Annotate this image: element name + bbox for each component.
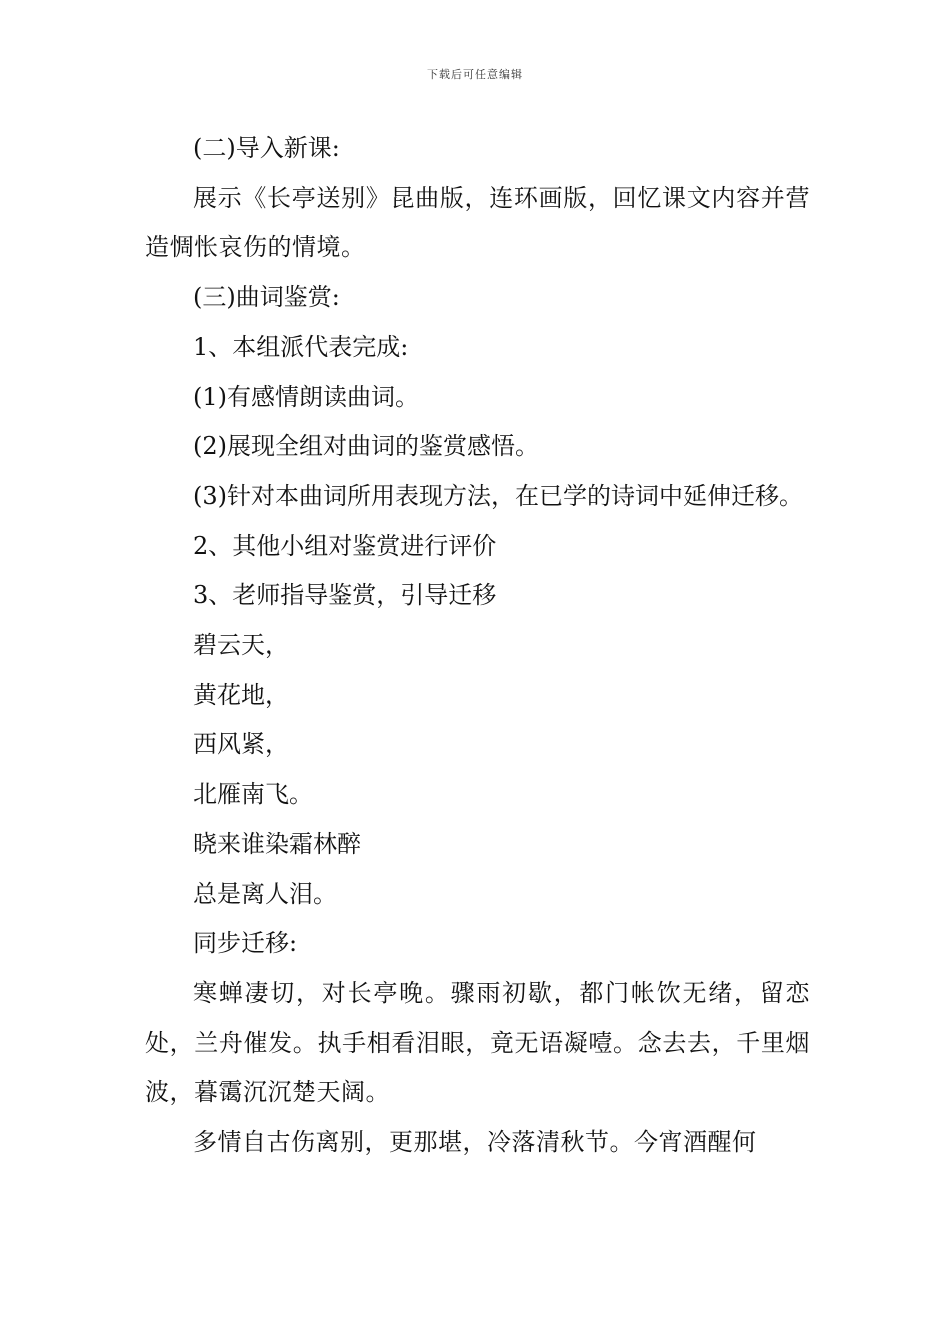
poem-line: 总是离人泪。 bbox=[193, 879, 337, 908]
poem-line: 晓来谁染霜林醉 bbox=[193, 829, 361, 858]
section-heading-appreciation: (三)曲词鉴赏: bbox=[193, 283, 340, 312]
paragraph: 展示《长亭送别》昆曲版，连环画版，回忆课文内容并营造惆怅哀伤的情境。 bbox=[145, 183, 810, 262]
poem-line: 北雁南飞。 bbox=[193, 780, 313, 809]
section-heading-intro: (二)导入新课: bbox=[193, 134, 340, 162]
poem-line: 西风紧， bbox=[193, 730, 289, 759]
poem-paragraph: 寒蝉凄切，对长亭晚。骤雨初歇，都门帐饮无绪，留恋处，兰舟催发。执手相看泪眼，竟无语凝噎。念去去，千里烟波，暮霭沉沉楚天阔。 bbox=[145, 978, 810, 1107]
list-item: (3)针对本曲词所用表现方法，在已学的诗词中延伸迁移。 bbox=[193, 481, 803, 510]
poem-line: 黄花地， bbox=[193, 680, 289, 709]
poem-line: 碧云天， bbox=[193, 631, 289, 660]
list-item: 2、其他小组对鉴赏进行评价 bbox=[193, 531, 497, 560]
document-body bbox=[145, 124, 810, 1168]
list-item: 1、本组派代表完成: bbox=[193, 332, 409, 361]
list-item: (1)有感情朗读曲词。 bbox=[193, 382, 419, 411]
subheading-transfer: 同步迁移: bbox=[193, 929, 298, 958]
poem-paragraph: 多情自古伤离别，更那堪，冷落清秋节。今宵酒醒何 bbox=[193, 1128, 757, 1157]
list-item: (2)展现全组对曲词的鉴赏感悟。 bbox=[193, 432, 539, 461]
list-item: 3、老师指导鉴赏，引导迁移 bbox=[193, 581, 497, 610]
page-header: 下载后可任意编辑 bbox=[427, 68, 523, 81]
